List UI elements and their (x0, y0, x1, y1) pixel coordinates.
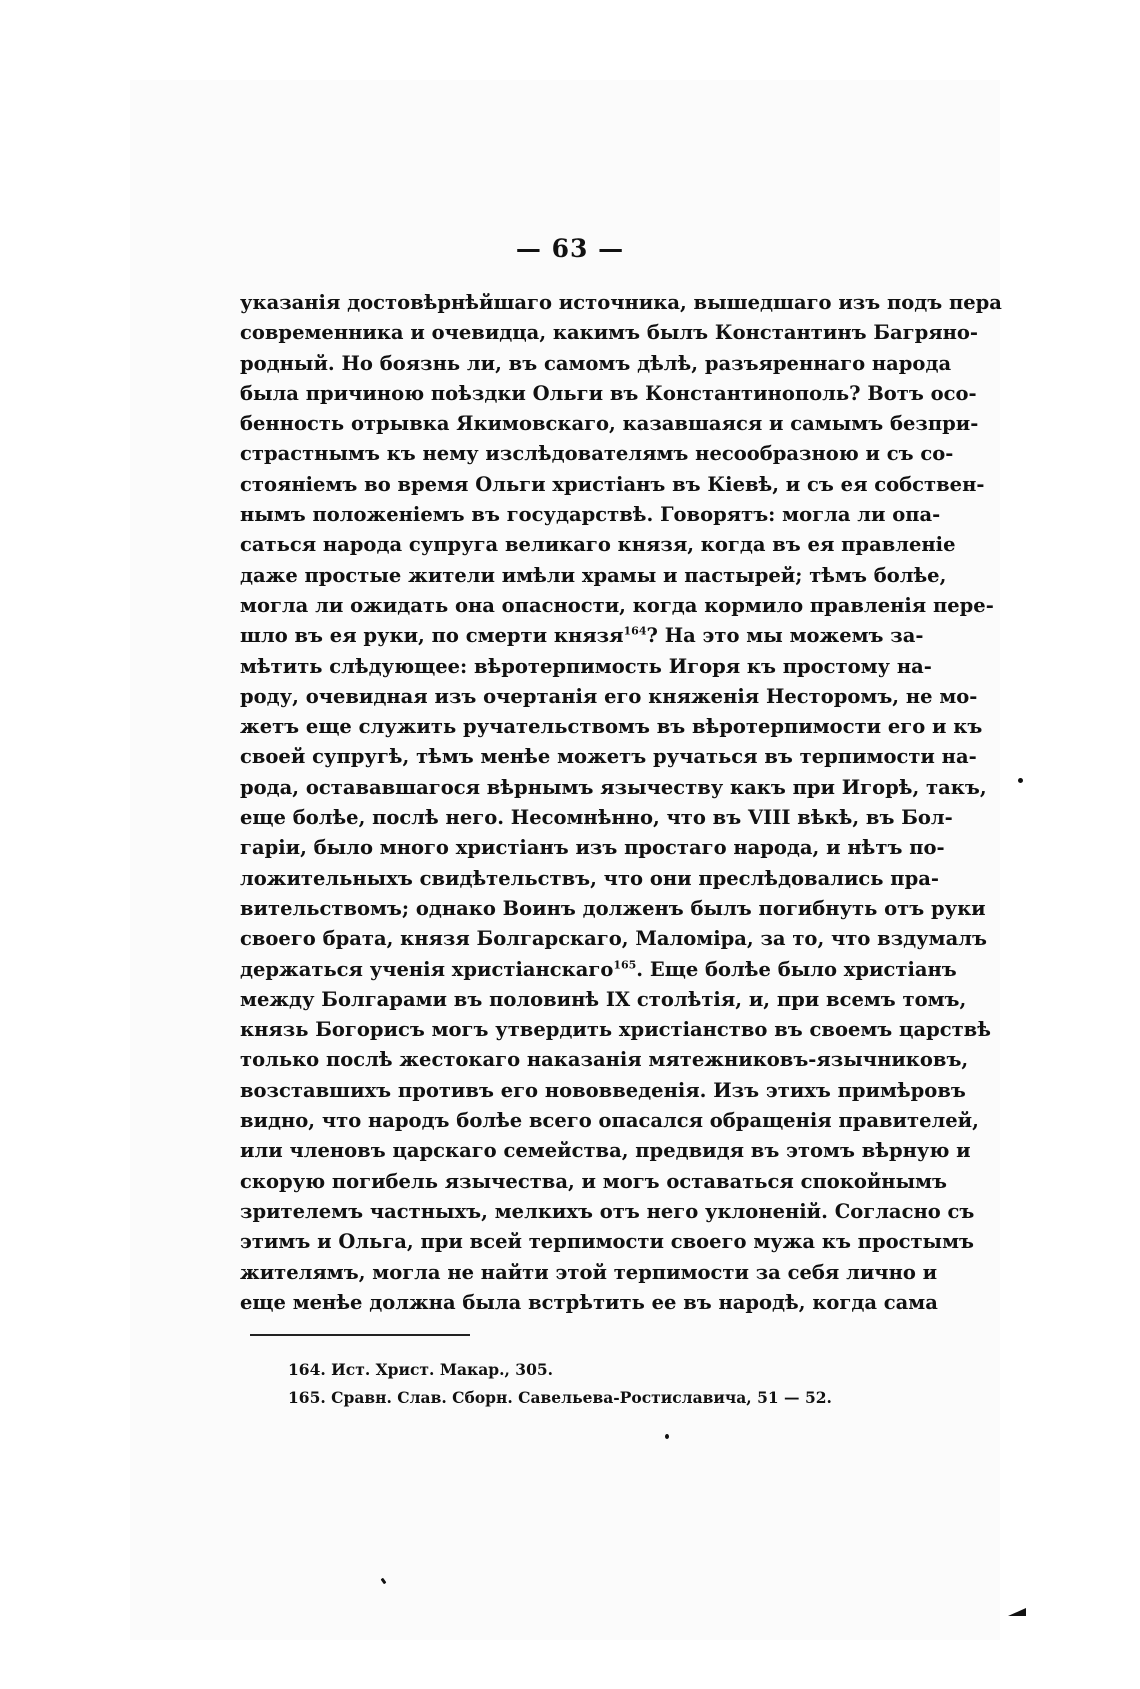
text-line: или членовъ царскаго семейства, предвидя въ этомъ вѣрную и (240, 1139, 971, 1163)
text-line: гаріи, было много христіанъ изъ простаго народа, и нѣтъ по- (240, 836, 945, 860)
text-line: ложительныхъ свидѣтельствъ, что они преслѣдовались пра- (240, 866, 939, 890)
text-line: современника и очевидца, какимъ былъ Константинъ Багряно- (240, 321, 979, 345)
text-line-with-footnote-165 (240, 955, 957, 985)
text-line: еще менѣе должна была встрѣтить ее въ народѣ, когда сама (240, 1290, 938, 1314)
text-line: страстнымъ къ нему изслѣдователямъ несообразною и съ со- (240, 442, 954, 466)
text-line: своей супругѣ, тѣмъ менѣе можетъ ручаться въ терпимости на- (240, 745, 977, 769)
text-line: могла ли ожидать она опасности, когда кормило правленія пере- (240, 593, 994, 617)
text-line: возставшихъ противъ его нововведенія. Изъ этихъ примѣровъ (240, 1078, 966, 1102)
text-line: бенность отрывка Якимовскаго, казавшаяся и самымъ безпри- (240, 412, 979, 436)
text-line: стояніемъ во время Ольги христіанъ въ Кіевѣ, и съ ея собствен- (240, 472, 985, 496)
text-line: жетъ еще служить ручательствомъ въ вѣротерпимости его и къ (240, 715, 983, 739)
text-segment: держаться ученія христіанскаго (240, 957, 614, 981)
footnote-164: 164. Ист. Христ. Макар., 305. (288, 1360, 554, 1379)
text-line: князь Богорисъ могъ утвердить христіанство въ своемъ царствѣ (240, 1018, 991, 1042)
text-line: между Болгарами въ половинѣ IX столѣтія, и, при всемъ томъ, (240, 987, 967, 1011)
text-line: нымъ положеніемъ въ государствѣ. Говорятъ: могла ли опа- (240, 503, 941, 527)
footnote-divider (250, 1334, 470, 1336)
text-line: указанія достовѣрнѣйшаго источника, вышедшаго изъ подъ пера (240, 291, 1002, 314)
text-line: была причиною поѣздки Ольги въ Константинополь? Вотъ осо- (240, 381, 977, 405)
body-text (240, 288, 1002, 1318)
text-line: даже простые жители имѣли храмы и пастырей; тѣмъ болѣе, (240, 563, 947, 587)
text-line: еще болѣе, послѣ него. Несомнѣнно, что въ VIII вѣкѣ, въ Бол- (240, 806, 953, 830)
text-segment: . Еще болѣе было христіанъ (636, 957, 957, 981)
text-line: жителямъ, могла не найти этой терпимости за себя лично и (240, 1260, 938, 1284)
scan-mark (1008, 1608, 1026, 1616)
scan-speck (1018, 778, 1023, 783)
text-line: скорую погибель язычества, и могъ оставаться спокойнымъ (240, 1169, 948, 1193)
scan-speck (665, 1434, 669, 1439)
text-line: вительствомъ; однако Воинъ долженъ былъ погибнуть отъ руки (240, 896, 986, 920)
footnote-ref-165[interactable]: 165 (613, 958, 637, 972)
text-line: мѣтить слѣдующее: вѣротерпимость Игоря къ простому на- (240, 654, 932, 678)
text-line: зрителемъ частныхъ, мелкихъ отъ него уклоненій. Согласно съ (240, 1199, 975, 1223)
footnote-ref-164[interactable]: 164 (623, 624, 647, 638)
text-line: видно, что народъ болѣе всего опасался обращенія правителей, (240, 1109, 979, 1133)
page-number: — 63 — (515, 234, 625, 263)
footnotes (288, 1356, 832, 1412)
text-line: роду, очевидная изъ очертанія его княженія Несторомъ, не мо- (240, 684, 978, 708)
text-line: саться народа супруга великаго князя, когда въ ея правленіе (240, 533, 956, 557)
text-line: родный. Но боязнь ли, въ самомъ дѣлѣ, разъяреннаго народа (240, 351, 952, 375)
text-line: этимъ и Ольга, при всей терпимости своего мужа къ простымъ (240, 1230, 975, 1254)
text-line-with-footnote-164 (240, 621, 924, 651)
text-segment: шло въ ея руки, по смерти князя (240, 624, 624, 648)
text-segment: ? На это мы можемъ за- (646, 624, 924, 648)
footnote-165: 165. Сравн. Слав. Сборн. Савельева-Ростиславича, 51 — 52. (288, 1388, 832, 1407)
text-line: только послѣ жестокаго наказанія мятежниковъ-язычниковъ, (240, 1048, 969, 1072)
text-line: рода, остававшагося вѣрнымъ язычеству какъ при Игорѣ, такъ, (240, 775, 987, 799)
text-line: своего брата, князя Болгарскаго, Маломіра, за то, что вздумалъ (240, 927, 987, 951)
